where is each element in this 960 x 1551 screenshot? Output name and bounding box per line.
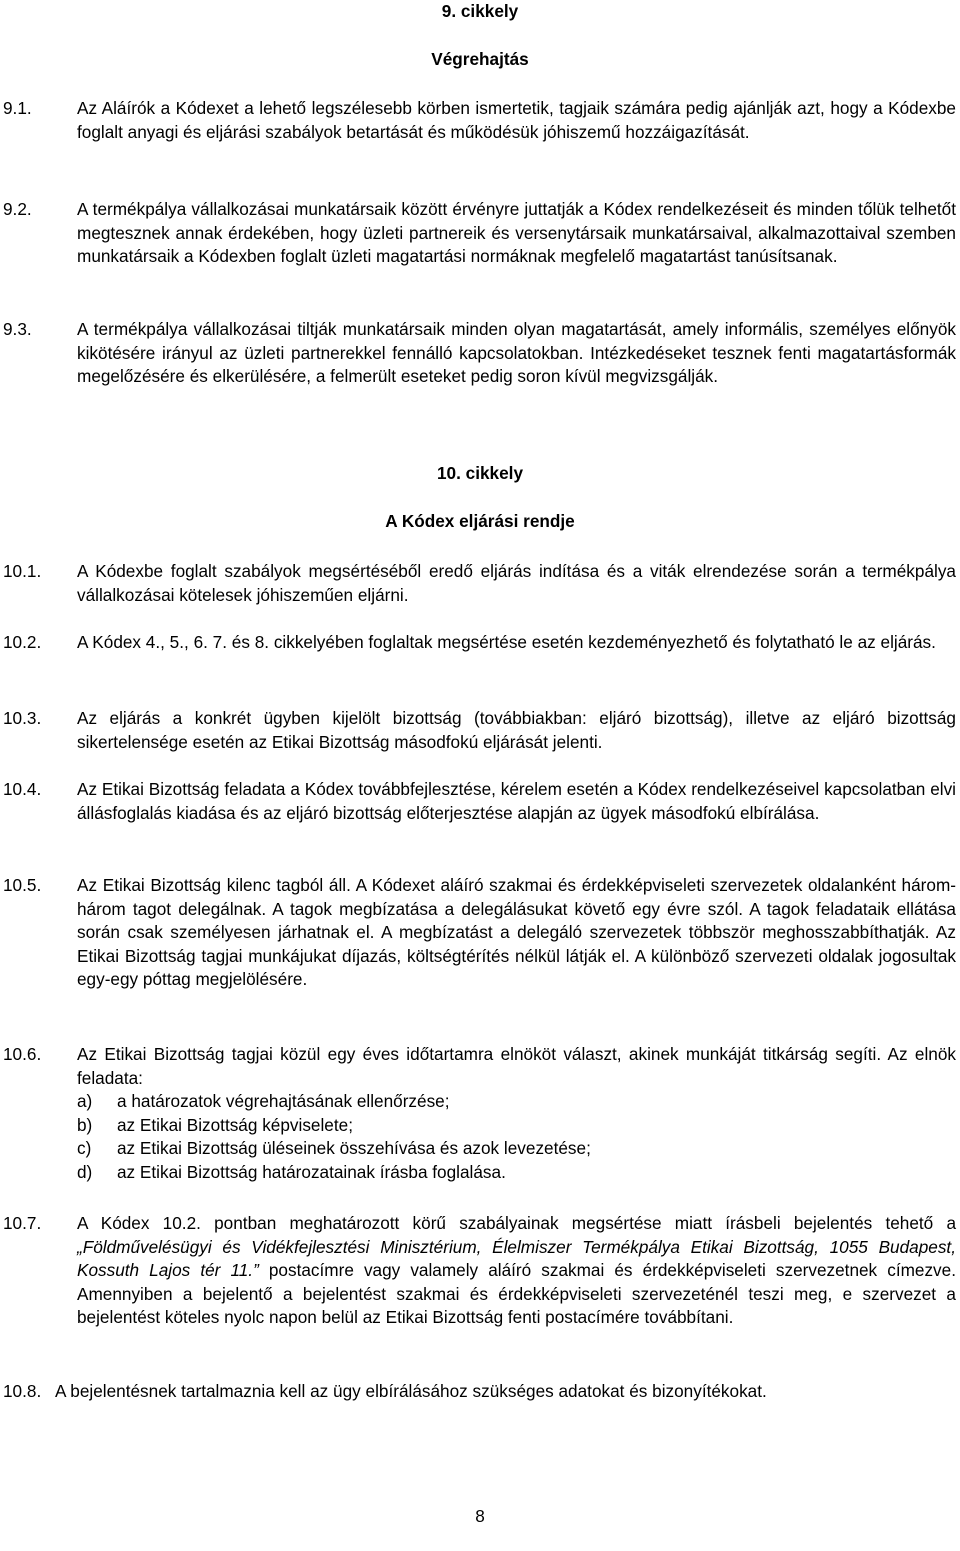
section-text: A bejelentésnek tartalmaznia kell az ügy elbírálásához szükséges adatokat és bizonyítékokat. [55,1381,767,1401]
section-number: 10.5. [3,875,42,895]
article-9-subtitle: Végrehajtás [431,49,529,69]
section-text: A Kódexbe foglalt szabályok megsértéséből eredő eljárás indítása és a viták elrendezése során a termékpálya vállalkozásai kötelesek jóhiszeműen eljárni. [77,561,956,605]
section-text: A termékpálya vállalkozásai munkatársaik között érvényre juttatják a Kódex rendelkezéseit és minden tőlük telhetőt megtesznek annak érdekében, hogy üzleti partnereik és versenytársaik munkatársaival, alkalmazottaival szemben munkatársaik a Kódexben foglalt üzleti magatartási normáknak megfelelő magatartást tanúsítsanak. [77,199,956,267]
section-number: 10.1. [3,561,42,581]
section-text: Az Etikai Bizottság kilenc tagból áll. A Kódexet aláíró szakmai és érdekképviseleti szervezetek oldalanként három-három tagot delegálnak. A tagok megbízatása a delegálásukat követő egy évre szól. A tagok feladataik ellátása során csak személyesen járhatnak el. A megbízatást a delegáló szervezetek többször meghosszabbíthatják. Az Etikai Bizottság tagjai munkájukat díjazás, költségtérítés nélkül látják el. A különböző szervezeti oldalak jogosultak egy-egy póttag megjelölésére. [77,875,956,990]
section-number: 10.7. [3,1213,42,1233]
article-10-title: 10. cikkely [436,463,523,483]
section-text: Az eljárás a konkrét ügyben kijelölt bizottság (továbbiakban: eljáró bizottság), illetve az eljáró bizottság sikertelensége esetén az Etikai Bizottság másodfokú eljárását jelenti. [77,708,956,752]
section-text-before: A Kódex 10.2. pontban meghatározott körű szabályainak megsértése miatt írásbeli bejelentés tehető a [77,1213,956,1233]
list-item [77,1161,956,1185]
section-text: Az Aláírók a Kódexet a lehető legszélesebb körben ismertetik, tagjaik számára pedig ajánlják azt, hogy a Kódexbe foglalt anyagi és eljárási szabályok betartását és működésük jóhiszemű hozzáigazítását. [77,98,956,142]
list-marker: b) [77,1114,93,1135]
list-marker: d) [77,1161,93,1182]
section-number: 9.1. [3,98,32,118]
list-item [77,1114,956,1138]
list-item [77,1137,956,1161]
list-text: az Etikai Bizottság határozatainak írásba foglalása. [117,1161,506,1182]
section-10-6 [77,1043,956,1185]
article-9-title: 9. cikkely [441,1,519,21]
section-text: A termékpálya vállalkozásai tiltják munkatársaik minden olyan magatartását, amely informális, személyes előnyök kikötésére irányul az üzleti partnerekkel fennálló kapcsolatokban. Intézkedéseket tesznek fenti magatartásformák megelőzésére és elkerülésére, a felmerült eseteket pedig soron kívül megvizsgálják. [77,319,956,387]
list-marker: a) [77,1091,93,1112]
section-text: Az Etikai Bizottság tagjai közül egy éves időtartamra elnököt választ, akinek munkáját titkárság segíti. Az elnök feladata: [77,1044,956,1088]
section-number: 10.6. [3,1044,42,1064]
section-text: A Kódex 4., 5., 6. 7. és 8. cikkelyében foglaltak megsértése esetén kezdeményezhető és folytatható le az eljárás. [77,632,936,652]
list-text: az Etikai Bizottság üléseinek összehívása és azok levezetése; [117,1138,591,1159]
article-10-subtitle: A Kódex eljárási rendje [385,511,575,531]
list-text: az Etikai Bizottság képviselete; [117,1114,353,1135]
list-item [77,1090,956,1114]
section-number: 10.4. [3,779,42,799]
section-text [77,1212,956,1330]
section-number: 10.2. [3,632,42,652]
postal-address: „Földművelésügyi és Vidékfejlesztési Minisztérium, Élelmiszer Termékpálya Etikai Bizottság, 1055 Budapest, Kossuth Lajos tér 11.” [77,1236,956,1281]
section-number: 9.2. [3,199,32,219]
section-number: 10.8. [3,1381,42,1401]
section-text-after: postacímre vagy valamely aláíró szakmai és érdekképviseleti szervezetnek címezve. Amennyiben a bejelentő a bejelentést szakmai és érdekképviseleti szervezeténél teszi meg, e szervezet a bejelentést köteles nyolc napon belül az Etikai Bizottság fenti postacímére továbbítani. [77,1260,956,1328]
section-number: 10.3. [3,708,42,728]
section-text: Az Etikai Bizottság feladata a Kódex továbbfejlesztése, kérelem esetén a Kódex rendelkezéseivel kapcsolatban elvi állásfoglalás kiadása és az eljáró bizottság előterjesztése alapján az ügyek másodfokú elbírálása. [77,779,956,823]
section-number: 9.3. [3,319,32,339]
page-number: 8 [475,1506,485,1526]
list-marker: c) [77,1138,92,1159]
list-text: a határozatok végrehajtásának ellenőrzése; [117,1091,450,1112]
